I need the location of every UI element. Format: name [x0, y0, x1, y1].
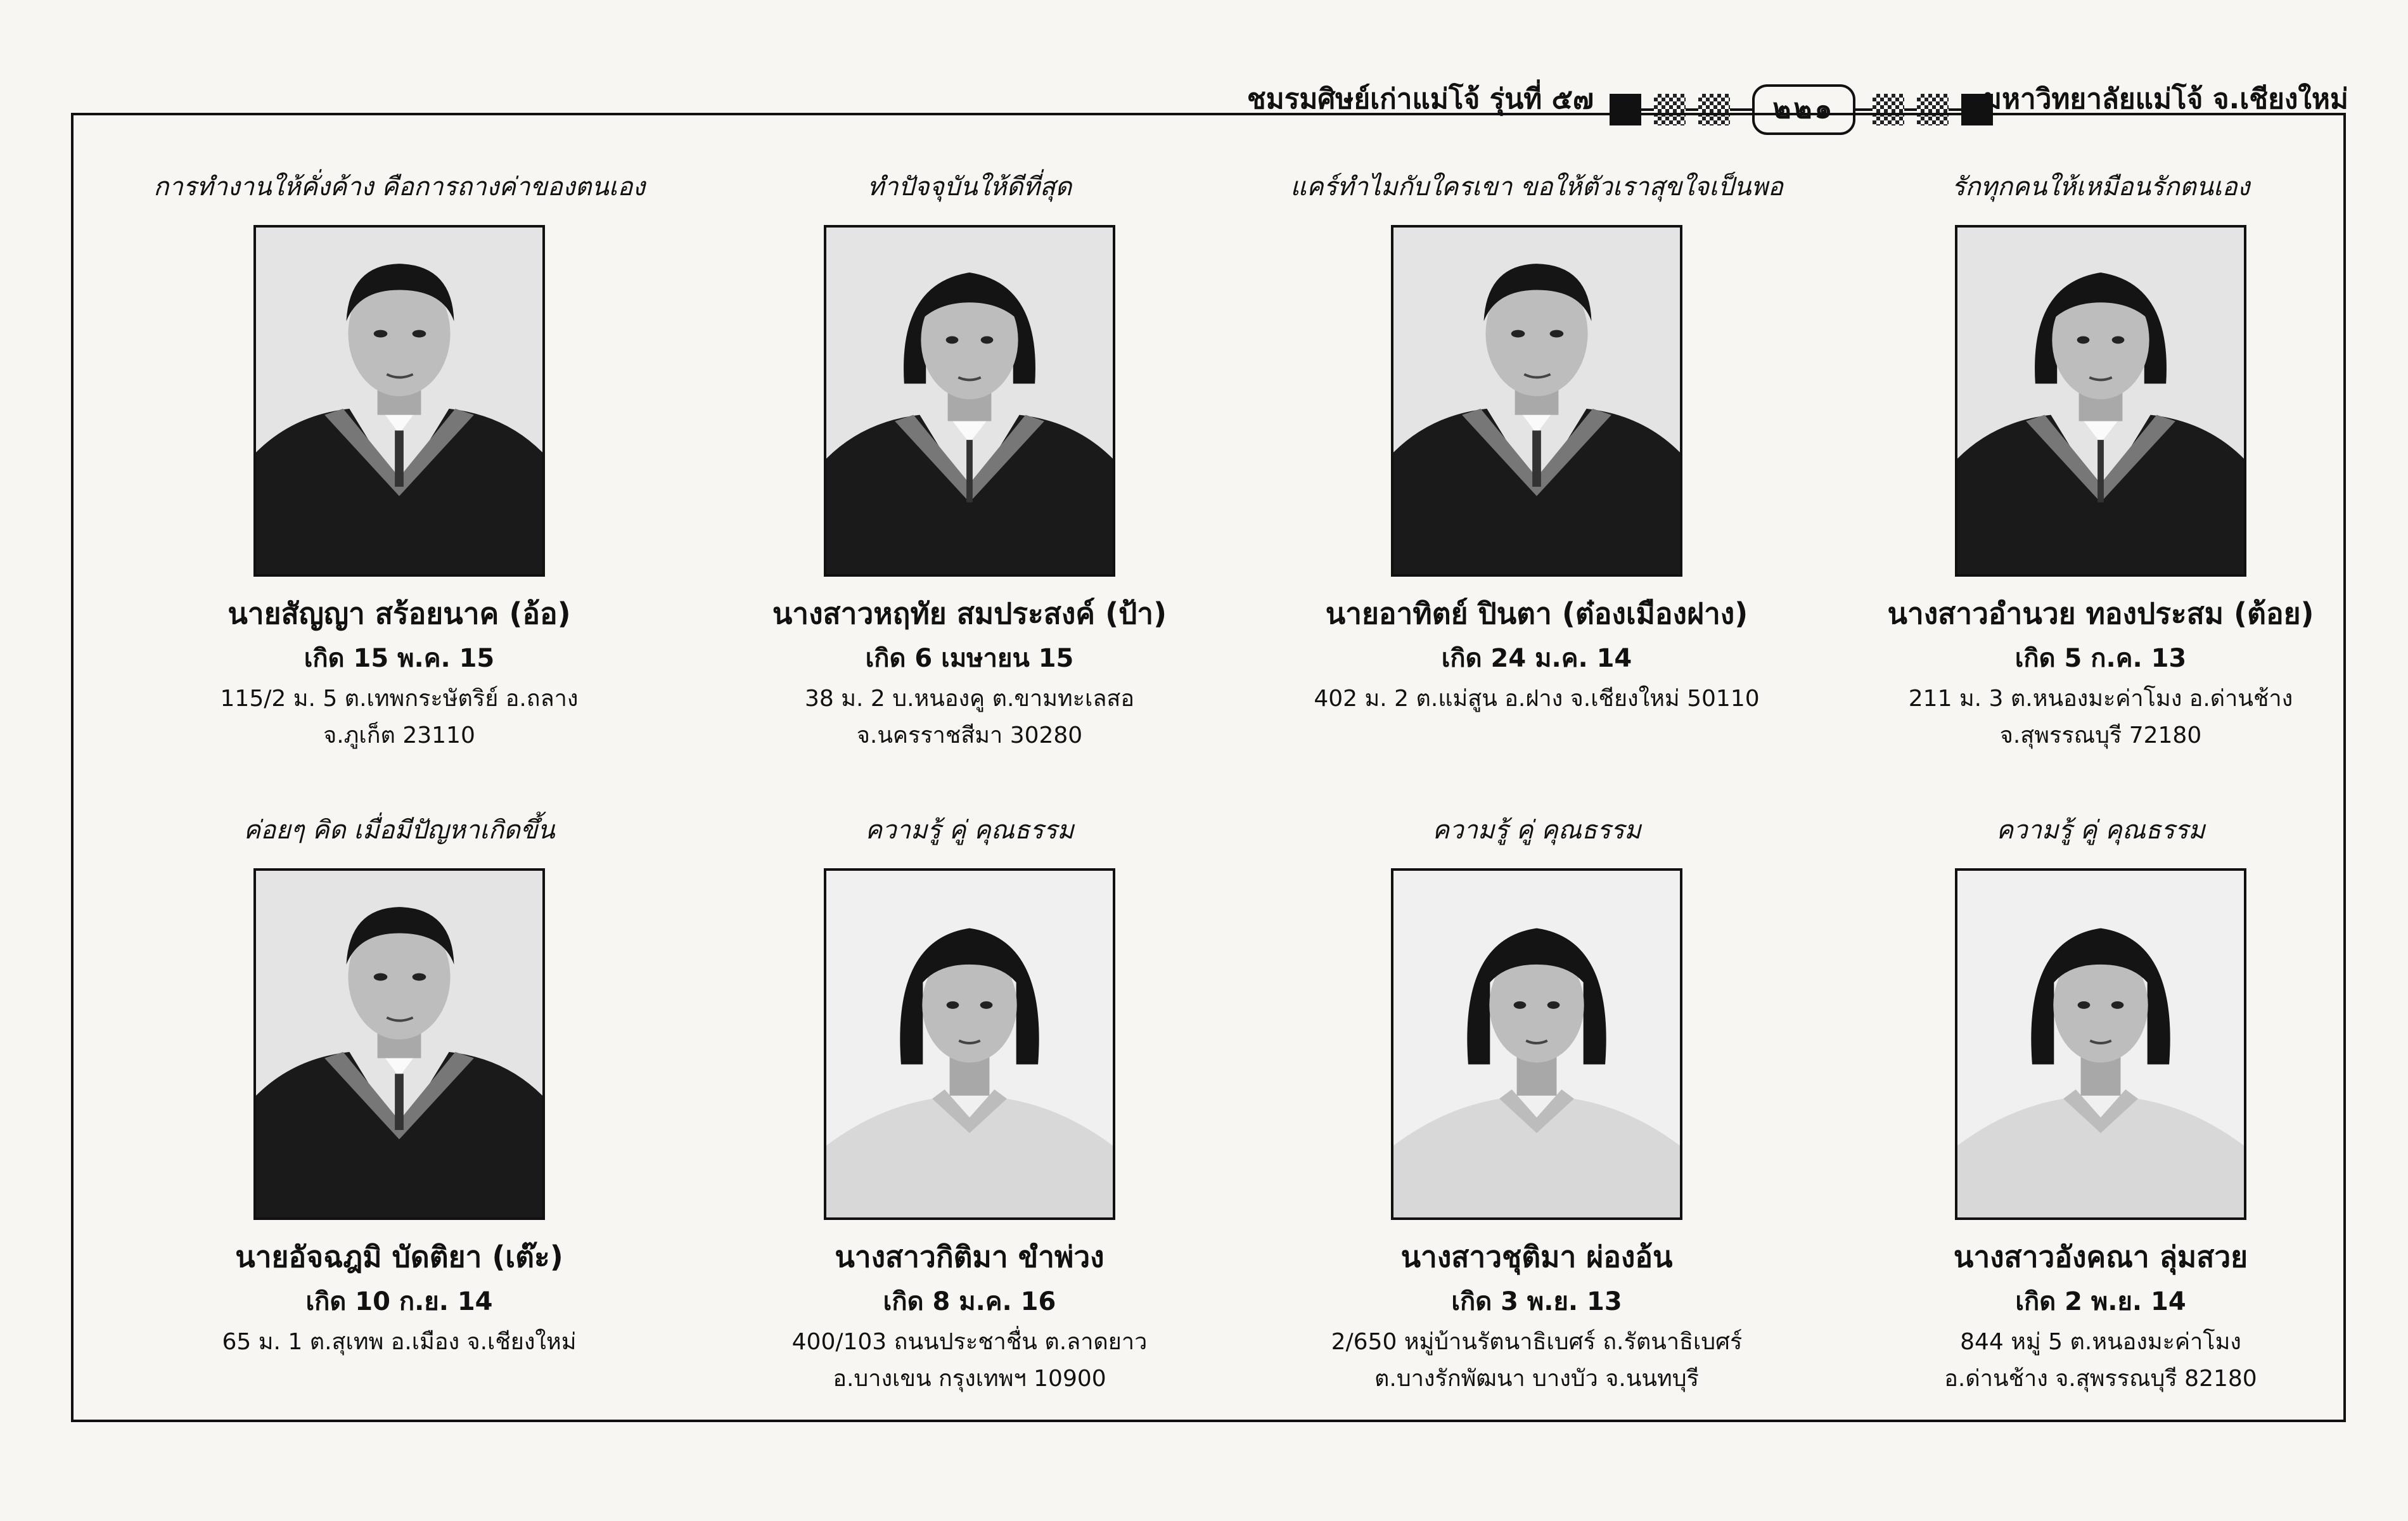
graduate-birthdate: เกิด 3 พ.ย. 13: [1451, 1287, 1622, 1316]
graduate-birthdate: เกิด 6 เมษายน 15: [865, 644, 1074, 673]
university-title: มหาวิทยาลัยแม่โจ้ จ.เชียงใหม่: [1983, 83, 2348, 115]
graduate-address-line2: ต.บางรักพัฒนา บางบัว จ.นนทบุรี: [1374, 1366, 1699, 1392]
graduate-name: นางสาวชุติมา ผ่องอ้น: [1400, 1240, 1673, 1274]
page-number: ๒๒๑: [1752, 84, 1855, 135]
graduate-card: [684, 168, 1255, 754]
graduate-birthdate: เกิด 2 พ.ย. 14: [2015, 1287, 2186, 1316]
portrait-photo-image: [256, 228, 542, 574]
graduate-card: [1252, 811, 1822, 1397]
graduate-address-line1: 402 ม. 2 ต.แม่สูน อ.ฝาง จ.เชียงใหม่ 50110: [1314, 686, 1760, 712]
graduate-birthdate: เกิด 15 พ.ค. 15: [304, 644, 495, 673]
portrait-photo-image: [1957, 228, 2244, 574]
graduate-motto: ความรู้ คู่ คุณธรรม: [865, 816, 1074, 845]
graduate-motto: การทำงานให้คั่งค้าง คือการถางค่าของตนเอง: [153, 172, 645, 202]
graduate-birthdate: เกิด 8 ม.ค. 16: [883, 1287, 1056, 1316]
graduate-motto: ค่อยๆ คิด เมื่อมีปัญหาเกิดขึ้น: [243, 816, 555, 845]
graduate-motto: รักทุกคนให้เหมือนรักตนเอง: [1951, 172, 2250, 202]
graduate-photo: [824, 868, 1115, 1220]
graduate-card: [114, 168, 684, 754]
graduate-address-line1: 115/2 ม. 5 ต.เทพกระษัตริย์ อ.ถลาง: [220, 686, 579, 712]
graduate-photo: [253, 225, 545, 577]
graduate-name: นางสาวกิติมา ขำพ่วง: [835, 1240, 1105, 1274]
graduate-card: [1252, 168, 1822, 717]
graduate-motto: ความรู้ คู่ คุณธรรม: [1996, 816, 2205, 845]
graduate-birthdate: เกิด 24 ม.ค. 14: [1441, 644, 1632, 673]
graduate-address-line1: 38 ม. 2 บ.หนองคู ต.ขามทะเลสอ: [805, 686, 1134, 712]
alumni-club-title: ชมรมศิษย์เก่าแม่โจ้ รุ่นที่ ๕๗: [1246, 83, 1594, 115]
graduate-motto: ทำปัจจุบันให้ดีที่สุด: [867, 172, 1072, 202]
graduate-photo: [1391, 868, 1682, 1220]
graduate-card: [684, 811, 1255, 1397]
graduate-name: นายอัจฉฎมิ บัดติยา (เต๊ะ): [235, 1240, 563, 1274]
graduate-photo: [1955, 225, 2246, 577]
graduate-name: นางสาวอำนวย ทองประสม (ต้อย): [1887, 596, 2314, 631]
graduate-address-line2: อ.บางเขน กรุงเทพฯ 10900: [833, 1366, 1106, 1392]
graduate-address-line1: 400/103 ถนนประชาชื่น ต.ลาดยาว: [791, 1329, 1148, 1355]
graduate-address-line2: จ.สุพรรณบุรี 72180: [1999, 722, 2202, 748]
graduate-address-line1: 65 ม. 1 ต.สุเทพ อ.เมือง จ.เชียงใหม่: [222, 1329, 577, 1355]
graduate-photo: [824, 225, 1115, 577]
portrait-photo-image: [826, 871, 1113, 1217]
graduate-name: นางสาวอังคณา ลุ่มสวย: [1953, 1240, 2248, 1274]
portrait-photo-image: [1957, 871, 2244, 1217]
graduate-address-line1: 211 ม. 3 ต.หนองมะค่าโมง อ.ด่านช้าง: [1908, 686, 2293, 712]
graduate-photo: [1955, 868, 2246, 1220]
graduate-name: นางสาวหฤทัย สมประสงค์ (ป้า): [772, 596, 1167, 631]
graduate-address-line2: จ.ภูเก็ต 23110: [323, 722, 475, 748]
graduate-address-line1: 844 หมู่ 5 ต.หนองมะค่าโมง: [1960, 1329, 2241, 1355]
graduate-card: [114, 811, 684, 1361]
portrait-photo-image: [826, 228, 1113, 574]
graduate-photo: [1391, 225, 1682, 577]
graduate-name: นายสัญญา สร้อยนาค (อ้อ): [227, 596, 571, 631]
portrait-photo-image: [1393, 228, 1680, 574]
graduate-address-line1: 2/650 หมู่บ้านรัตนาธิเบศร์ ถ.รัตนาธิเบศร์: [1331, 1329, 1743, 1355]
graduate-birthdate: เกิด 5 ก.ค. 13: [2014, 644, 2187, 673]
graduate-name: นายอาทิตย์ ปินตา (ต๋องเมืองฝาง): [1325, 596, 1748, 631]
portrait-photo-image: [256, 871, 542, 1217]
graduate-address-line2: อ.ด่านช้าง จ.สุพรรณบุรี 82180: [1944, 1366, 2257, 1392]
portrait-photo-image: [1393, 871, 1680, 1217]
graduate-motto: แคร์ทำไมกับใครเขา ขอให้ตัวเราสุขใจเป็นพอ: [1290, 172, 1783, 202]
graduate-card: [1816, 811, 2386, 1397]
graduate-photo: [253, 868, 545, 1220]
graduate-motto: ความรู้ คู่ คุณธรรม: [1432, 816, 1641, 845]
graduate-birthdate: เกิด 10 ก.ย. 14: [305, 1287, 493, 1316]
graduate-card: [1816, 168, 2386, 754]
graduate-address-line2: จ.นครราชสีมา 30280: [856, 722, 1083, 748]
